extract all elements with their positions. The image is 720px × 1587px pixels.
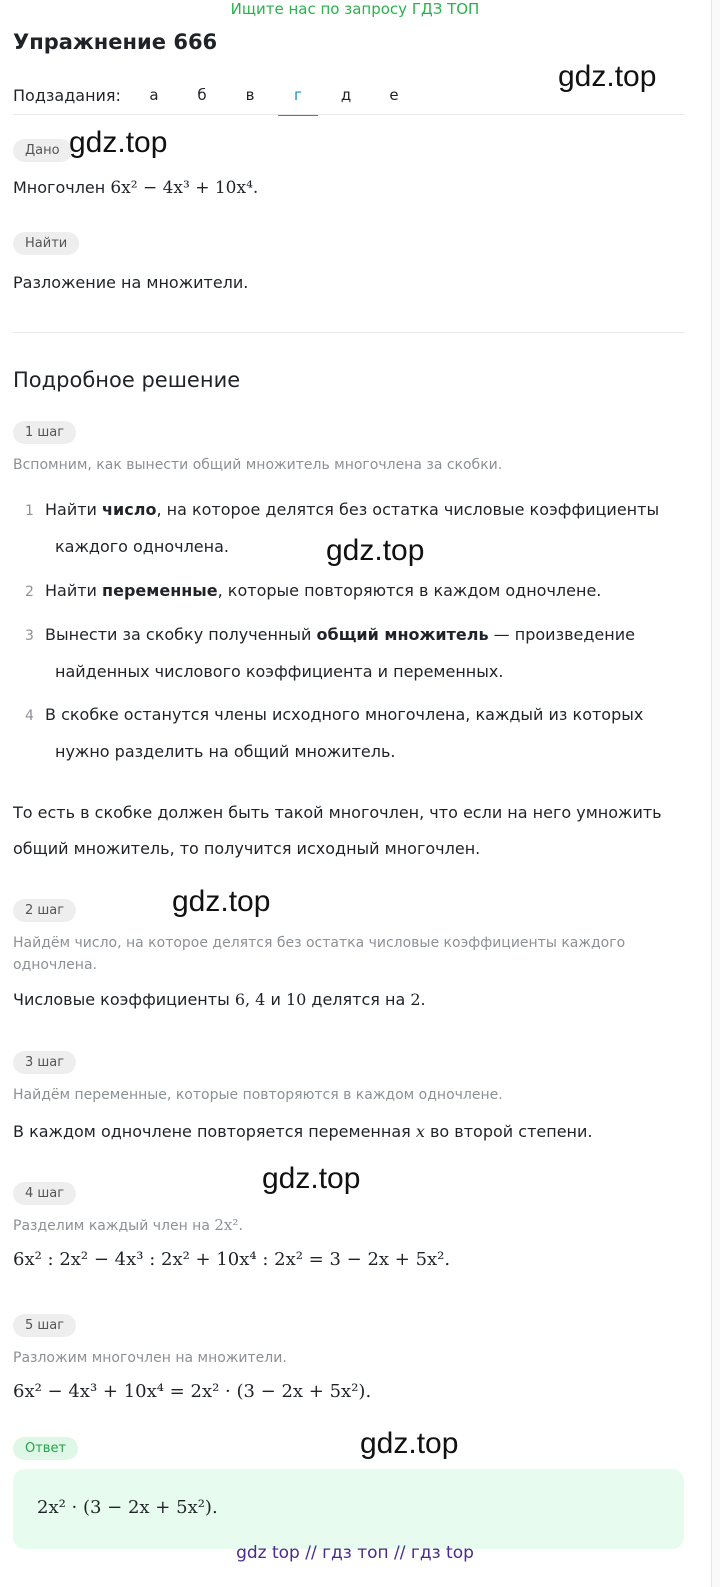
tabs-divider (13, 114, 684, 115)
tab-v[interactable]: в (245, 86, 255, 104)
step-3-hint: Найдём переменные, которые повторяются в каждом одночлене. (13, 1087, 503, 1103)
watermark: gdz.top (172, 885, 271, 918)
watermark: gdz.top (262, 1162, 361, 1195)
watermark: gdz.top (558, 60, 657, 93)
step-4-hint: Разделим каждый член на 2x². (13, 1216, 244, 1234)
given-badge: Дано (13, 139, 72, 162)
step-1-paragraph-line-2: общий множитель, то получится исходный многочлен. (13, 839, 481, 858)
step-3-text: В каждом одночлене повторяется переменная x во второй степени. (13, 1122, 593, 1141)
step-2-badge: 2 шаг (13, 899, 76, 922)
answer-badge: Ответ (13, 1437, 78, 1460)
tab-b[interactable]: б (197, 86, 207, 104)
top-banner[interactable]: Ищите нас по запросу ГДЗ ТОП (230, 0, 480, 18)
watermark: gdz.top (69, 126, 168, 159)
tab-g[interactable]: г (274, 80, 322, 116)
step-1-hint: Вспомним, как вынести общий множитель многочлена за скобки. (13, 457, 503, 473)
watermark: gdz.top (326, 534, 425, 567)
subtask-tabs (130, 80, 418, 116)
step-5-formula: 6x² − 4x³ + 10x⁴ = 2x² · (3 − 2x + 5x²). (13, 1381, 372, 1402)
list-item: 2 Найти переменные, которые повторяются в каждом одночлене. (25, 581, 602, 600)
tab-a[interactable]: а (149, 86, 159, 104)
step-4-formula: 6x² : 2x² − 4x³ : 2x² + 10x⁴ : 2x² = 3 − 2x + 5x². (13, 1249, 451, 1270)
footer-links[interactable]: gdz top // гдз топ // гдз top (236, 1543, 474, 1563)
step-2-hint-line-2: одночлена. (13, 957, 97, 973)
watermark: gdz.top (360, 1427, 459, 1460)
step-1-paragraph-line-1: То есть в скобке должен быть такой многочлен, что если на него умножить (13, 803, 662, 822)
list-item: 1 Найти число, на которое делятся без остатка числовые коэффициенты каждого одночлена. (25, 500, 660, 556)
scrollbar[interactable] (711, 0, 720, 1587)
subtasks-label: Подзадания: (13, 86, 121, 105)
find-text: Разложение на множители. (13, 273, 249, 292)
step-5-hint: Разложим многочлен на множители. (13, 1350, 287, 1366)
step-4-badge: 4 шаг (13, 1182, 76, 1205)
page-title: Упражнение 666 (13, 30, 218, 54)
given-text: Многочлен 6x² − 4x³ + 10x⁴. (13, 178, 259, 198)
solution-title: Подробное решение (13, 368, 241, 392)
find-badge: Найти (13, 232, 79, 255)
step-2-text: Числовые коэффициенты 6, 4 и 10 делятся на 2. (13, 990, 426, 1009)
step-2-hint-line-1: Найдём число, на которое делятся без остатка числовые коэффициенты каждого (13, 935, 626, 951)
step-1-badge: 1 шаг (13, 421, 76, 444)
section-divider (13, 332, 684, 333)
tab-d[interactable]: д (340, 86, 352, 104)
list-item: 4 В скобке останутся члены исходного многочлена, каждый из которых нужно разделить на общий множитель. (25, 705, 644, 761)
step-5-badge: 5 шаг (13, 1314, 76, 1337)
tab-e[interactable]: е (389, 86, 399, 104)
answer-formula: 2x² · (3 − 2x + 5x²). (37, 1497, 218, 1518)
list-item: 3 Вынести за скобку полученный общий множитель — произведение найденных числового коэффициента и переменных. (25, 625, 635, 681)
step-3-badge: 3 шаг (13, 1051, 76, 1074)
